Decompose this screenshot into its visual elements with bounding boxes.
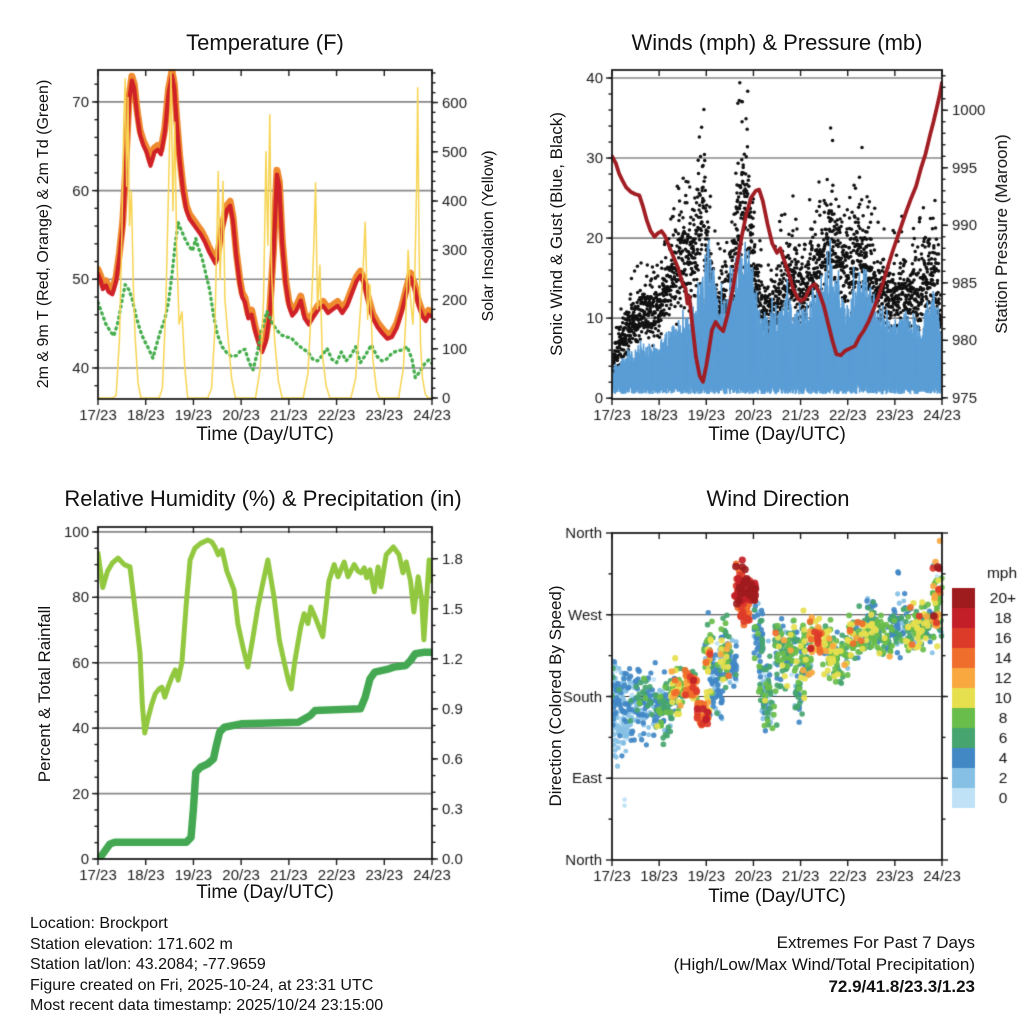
- direction-axis-label: Direction (Colored By Speed): [546, 585, 565, 807]
- station-location: Location: Brockport: [30, 915, 168, 932]
- station-latlon: Station lat/lon: 43.2084; -77.9659: [30, 956, 266, 973]
- temperature-x-axis-label: Time (Day/UTC): [196, 424, 334, 445]
- percent-rainfall-axis-label: Percent & Total Rainfall: [35, 605, 54, 783]
- extremes-values: 72.9/41.8/23.3/1.23: [828, 977, 975, 996]
- temperature-chart-title: Temperature (F): [186, 30, 344, 55]
- wind-direction-chart-title: Wind Direction: [706, 486, 850, 511]
- temperature-left-axis-label: 2m & 9m T (Red, Orange) & 2m Td (Green): [35, 79, 52, 389]
- station-info-block: [30, 914, 383, 1017]
- most-recent-data-timestamp: Most recent data timestamp: 2025/10/24 23:15:00: [30, 997, 384, 1014]
- winds-x-axis-label: Time (Day/UTC): [708, 424, 846, 445]
- sonic-wind-axis-label: Sonic Wind & Gust (Blue, Black): [547, 112, 566, 356]
- extremes-block: [674, 932, 975, 998]
- station-pressure-axis-label: Station Pressure (Maroon): [992, 134, 1011, 334]
- extremes-subtitle: (High/Low/Max Wind/Total Precipitation): [673, 955, 975, 974]
- winds-pressure-chart-title: Winds (mph) & Pressure (mb): [631, 30, 923, 55]
- figure-created-timestamp: Figure created on Fri, 2025-10-24, at 23:31 UTC: [30, 976, 374, 994]
- humidity-x-axis-label: Time (Day/UTC): [196, 882, 334, 903]
- solar-insolation-axis-label: Solar Insolation (Yellow): [480, 150, 497, 322]
- extremes-title: Extremes For Past 7 Days: [776, 933, 975, 952]
- wind-direction-x-axis-label: Time (Day/UTC): [708, 886, 846, 907]
- station-elevation: Station elevation: 171.602 m: [30, 935, 233, 953]
- humidity-precip-chart-title: Relative Humidity (%) & Precipitation (in): [64, 486, 462, 511]
